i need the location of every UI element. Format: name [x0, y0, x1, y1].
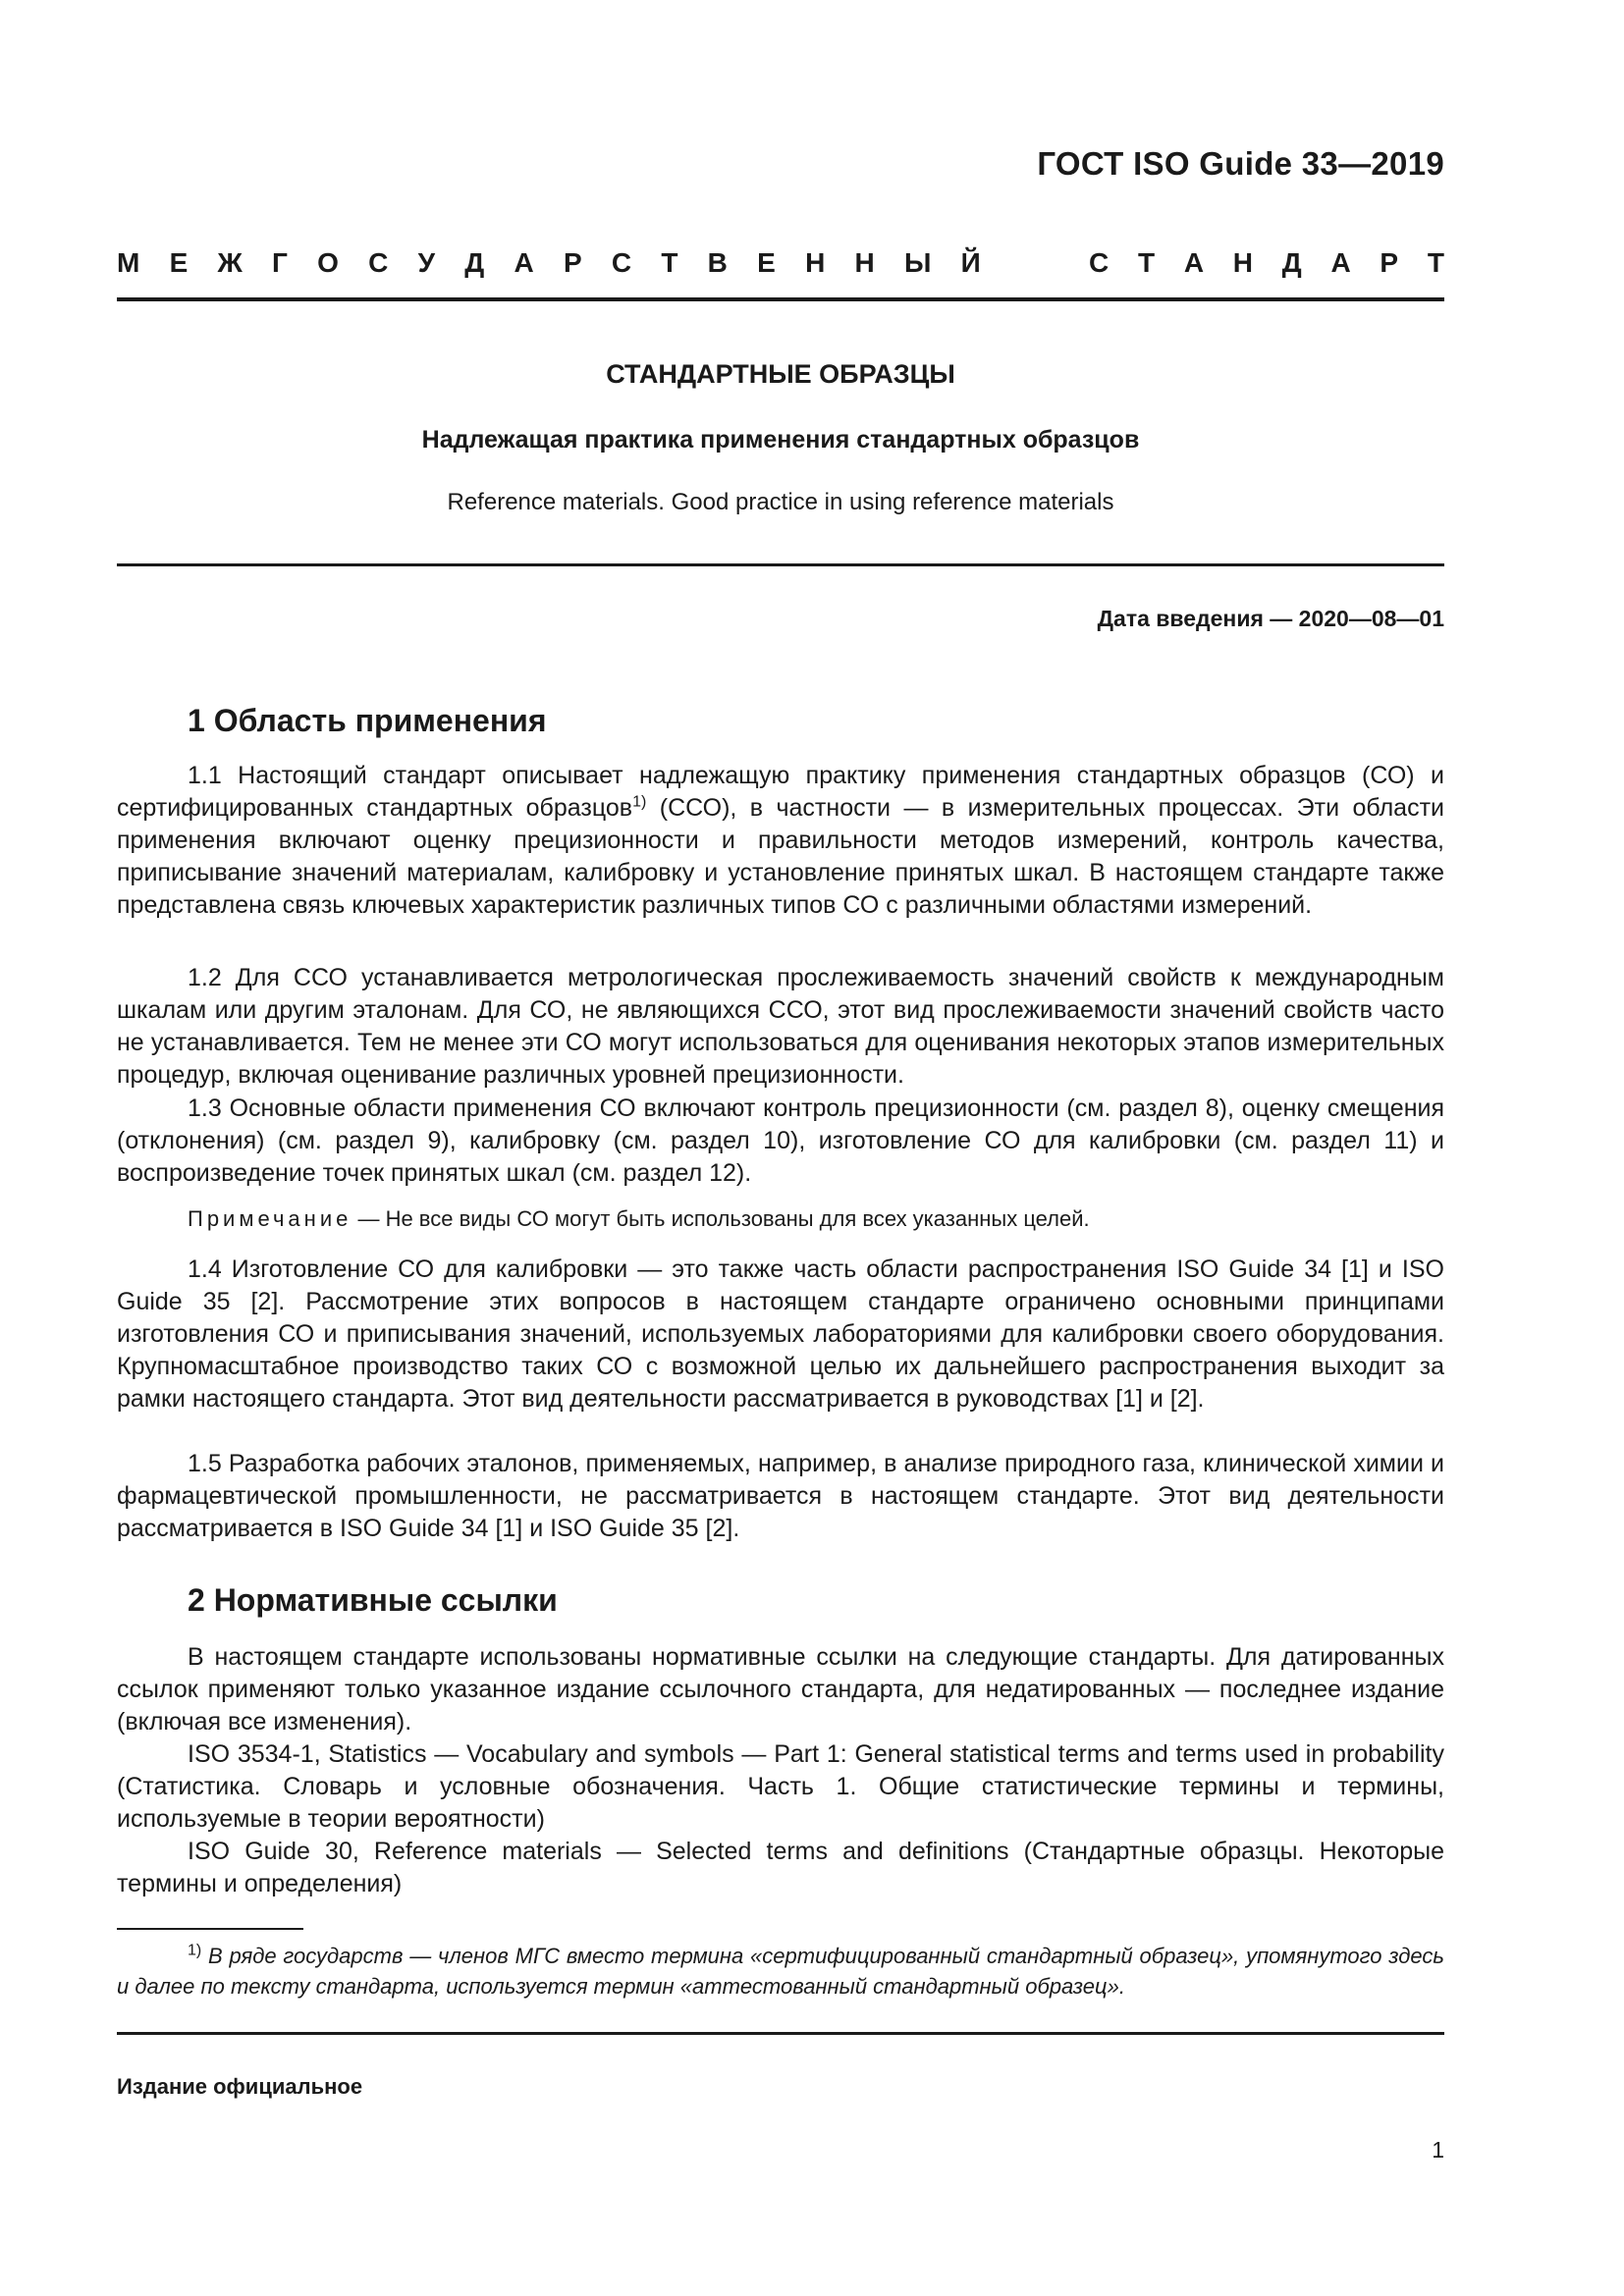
footnote [117, 1941, 1444, 2002]
paragraph-1-4: 1.4 Изготовление СО для калибровки — это также часть области распространения ISO Guide 34 [1] и ISO Guide 35 [2]. Рассмотрение этих вопросов в настоящем стандарте ограничено основными принципами изготовления СО и приписывания значений, используемых лабораториями для калибровки своего оборудования. Крупномасштабное производство таких СО с возможной целью их дальнейшего распространения выходит за рамки настоящего стандарта. Этот вид деятельности рассматривается в руководствах [1] и [2]. [117, 1255, 1444, 1413]
banner-interstate-letter: Й [960, 247, 981, 278]
document-title-english: Reference materials. Good practice in using reference materials [447, 489, 1114, 515]
banner-interstate-letter: Д [464, 247, 485, 278]
section-heading-scope: 1 Область применения [188, 703, 547, 738]
note-label: Примечание [188, 1206, 352, 1231]
banner-interstate-letter: М [117, 247, 140, 278]
footnote-ref-marker: 1) [632, 793, 647, 811]
banner-standard-letter: А [1330, 247, 1351, 278]
banner-interstate-letter: Е [757, 247, 776, 278]
banner-interstate-letter: С [611, 247, 632, 278]
note-text: — Не все виды СО могут быть использованы для всех указанных целей. [352, 1206, 1090, 1231]
banner-standard-letter: А [1183, 247, 1205, 278]
banner-interstate-letter: Ж [217, 247, 243, 278]
banner-interstate-letter: У [417, 247, 436, 278]
document-code: ГОСТ ISO Guide 33—2019 [1037, 145, 1444, 182]
footnote-text: В ряде государств — членов МГС вместо термина «сертифицированный стандартный образец», упомянутого здесь и далее по тексту стандарта, используется термин «аттестованный стандартный образец». [117, 1944, 1444, 1999]
normative-reference-iso-guide-30: ISO Guide 30, Reference materials — Selected terms and definitions (Стандартные образцы. Некоторые термины и определения) [117, 1838, 1444, 1897]
document-subtitle: Надлежащая практика применения стандартных образцов [421, 426, 1140, 454]
banner-interstate-letter: Е [169, 247, 189, 278]
paragraph-1-1-text-a: 1.1 Настоящий стандарт описывает надлежащую практику применения стандартных образцов (СО) и сертифицированных стандартных образцов [117, 762, 1444, 822]
standard-type-banner [117, 247, 1444, 279]
banner-interstate-letter: О [317, 247, 339, 278]
banner-standard-letter: Д [1281, 247, 1302, 278]
footnote-marker: 1) [188, 1942, 202, 1959]
document-title: СТАНДАРТНЫЕ ОБРАЗЦЫ [606, 359, 955, 389]
section-heading-normative-references: 2 Нормативные ссылки [188, 1582, 558, 1618]
banner-interstate-letter: Ы [904, 247, 932, 278]
paragraph-1-1 [117, 760, 1444, 922]
banner-interstate-letter: Г [272, 247, 288, 278]
banner-interstate-letter: Т [661, 247, 678, 278]
banner-standard-letter: Т [1137, 247, 1156, 278]
banner-word-interstate [117, 247, 981, 279]
paragraph-1-5: 1.5 Разработка рабочих эталонов, применяемых, например, в анализе природного газа, клинической химии и фармацевтической промышленности, не рассматривается в настоящем стандарте. Этот вид деятельности рассматривается в ISO Guide 34 [1] и ISO Guide 35 [2]. [117, 1450, 1444, 1542]
header-rule [117, 297, 1444, 301]
banner-standard-letter: С [1089, 247, 1110, 278]
note [188, 1204, 1444, 1234]
banner-word-standard [1089, 247, 1444, 279]
page-number: 1 [1432, 2137, 1444, 2163]
footnote-rule [117, 1928, 303, 1930]
introduction-date: Дата введения — 2020—08—01 [1097, 606, 1444, 631]
banner-interstate-letter: В [707, 247, 728, 278]
banner-standard-letter: Т [1427, 247, 1444, 278]
paragraph-1-2: 1.2 Для ССО устанавливается метрологическая прослеживаемость значений свойств к международным шкалам или другим эталонам. Для СО, не являющихся ССО, этот вид прослеживаемости значений свойств часто не устанавливается. Тем не менее эти СО могут использоваться для оценивания некоторых этапов измерительных процедур, включая оценивание различных уровней прецизионности. [117, 964, 1444, 1089]
banner-standard-letter: Р [1380, 247, 1399, 278]
banner-interstate-letter: С [368, 247, 389, 278]
title-rule [117, 563, 1444, 566]
normative-reference-iso-3534-1: ISO 3534-1, Statistics — Vocabulary and symbols — Part 1: General statistical terms and terms used in probability (Статистика. Словарь и условные обозначения. Часть 1. Общие статистические термины и термины, используемые в теории вероятности) [117, 1740, 1444, 1833]
banner-interstate-letter: А [514, 247, 534, 278]
paragraph-1-1-text-b: (ССО), в частности — в измерительных процессах. Эти области применения включают оценку прецизионности и правильности методов измерений, контроль качества, приписывание значений материалам, калибровку и установление принятых шкал. В настоящем стандарте также представлена связь ключевых характеристик различных типов СО с различными областями измерений. [117, 794, 1444, 919]
banner-interstate-letter: Н [854, 247, 875, 278]
paragraph-1-3: 1.3 Основные области применения СО включают контроль прецизионности (см. раздел 8), оценку смещения (отклонения) (см. раздел 9), калибровку (см. раздел 10), изготовление СО для калибровки (см. раздел 11) и воспроизведение точек принятых шкал (см. раздел 12). [117, 1095, 1444, 1187]
banner-standard-letter: Н [1232, 247, 1254, 278]
footer-rule [117, 2032, 1444, 2035]
paragraph-2-intro: В настоящем стандарте использованы нормативные ссылки на следующие стандарты. Для датированных ссылок применяют только указанное издание ссылочного стандарта, для недатированных — последнее издание (включая все изменения). [117, 1643, 1444, 1735]
banner-interstate-letter: Н [805, 247, 826, 278]
official-edition-label: Издание официальное [117, 2074, 363, 2099]
banner-interstate-letter: Р [563, 247, 582, 278]
